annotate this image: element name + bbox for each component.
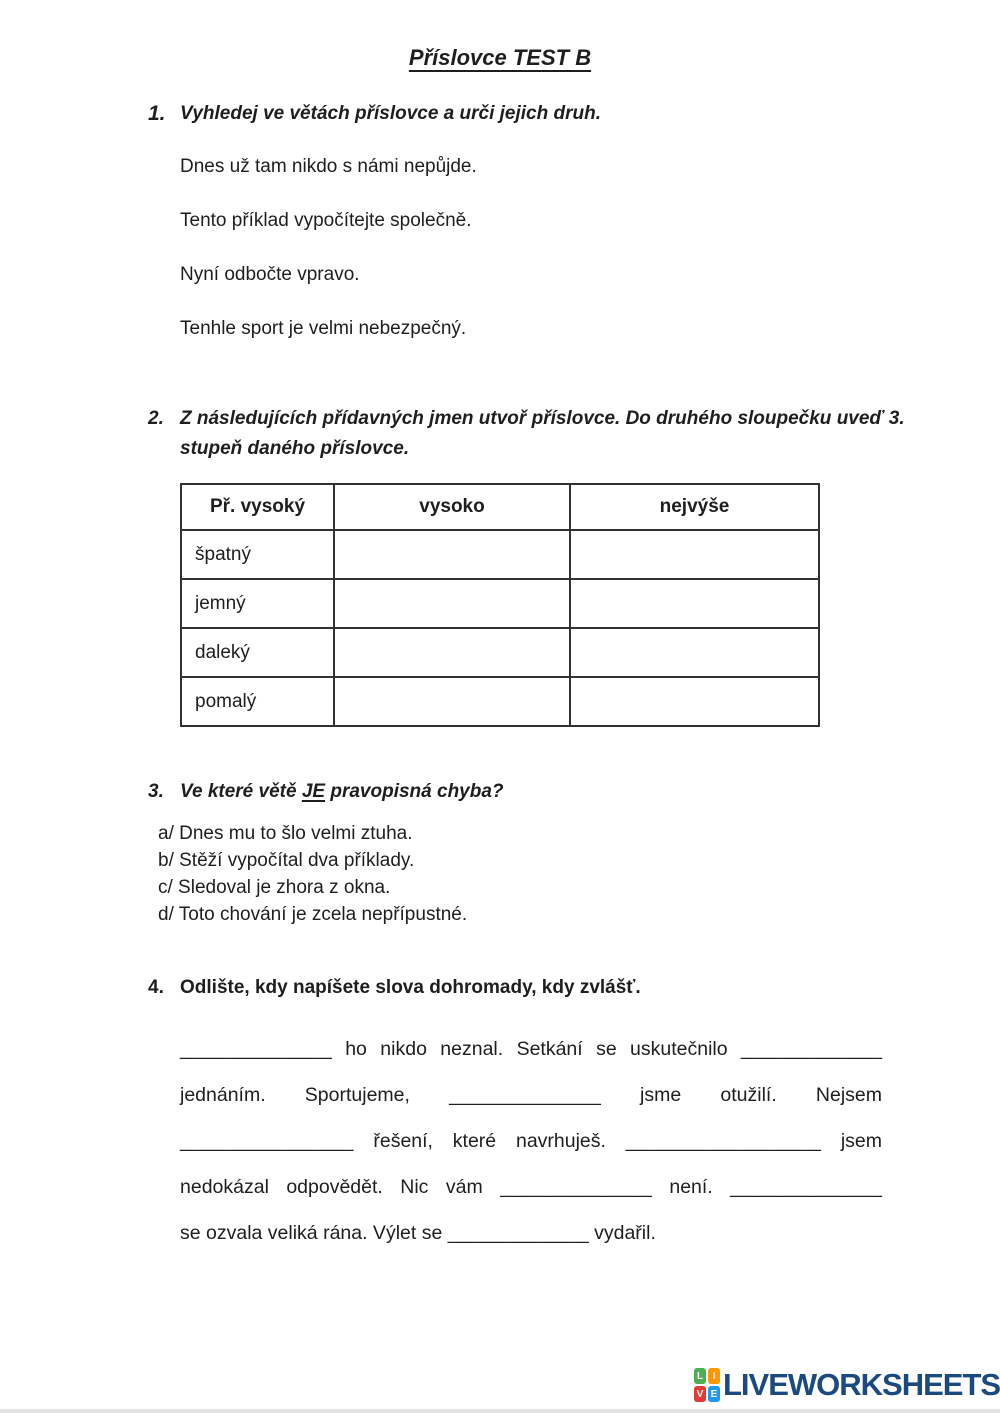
q3-option-d: d/ Toto chování je zcela nepřípustné. (158, 904, 468, 925)
q2-answer-cell-third-degree[interactable] (570, 677, 819, 726)
q2-row-label: pomalý (181, 677, 334, 726)
q3-option-c: c/ Sledoval je zhora z okna. (158, 877, 391, 898)
q2-answer-cell-adverb[interactable] (334, 579, 570, 628)
question-4-heading (148, 973, 641, 1003)
question-2-heading (148, 404, 905, 464)
table-row (181, 530, 819, 579)
question-4-number: 4. (148, 977, 164, 998)
page-bottom-edge (0, 1409, 1000, 1413)
question-1-sentences (180, 155, 477, 371)
question-3-options (158, 820, 467, 928)
q2-answer-cell-adverb[interactable] (334, 628, 570, 677)
table-row (181, 628, 819, 677)
q1-sentence: Tento příklad vypočítejte společně. (180, 210, 472, 231)
liveworksheets-logo-icon (694, 1368, 720, 1402)
question-2-number: 2. (148, 408, 164, 429)
q2-row-label: jemný (181, 579, 334, 628)
question-4-fill-paragraph (180, 1026, 882, 1256)
q2-answer-cell-third-degree[interactable] (570, 579, 819, 628)
q4-fill-line: ________________ řešení, které navrhuješ. __________________ jsem (180, 1130, 882, 1152)
q2-table-header: nejvýše (570, 484, 819, 530)
q2-prompt-line: Z následujících přídavných jmen utvoř příslovce. Do druhého sloupečku uveď 3. (180, 408, 905, 429)
q2-table-header: Př. vysoký (181, 484, 334, 530)
q2-row-label: daleký (181, 628, 334, 677)
q4-fill-line: ______________ ho nikdo neznal. Setkání se uskutečnilo _____________ (180, 1038, 882, 1060)
question-4-prompt: Odlište, kdy napíšete slova dohromady, kdy zvlášť. (180, 977, 641, 998)
logo-square-v: V (694, 1386, 706, 1402)
logo-square-i: I (708, 1368, 720, 1384)
logo-square-l: L (694, 1368, 706, 1384)
q4-fill-line: nedokázal odpovědět. Nic vám ______________ není. ______________ (180, 1176, 882, 1198)
q4-fill-line: jednáním. Sportujeme, ______________ jsme otužilí. Nejsem (180, 1084, 882, 1106)
q4-fill-line: se ozvala veliká rána. Výlet se _____________ vydařil. (180, 1222, 656, 1244)
q1-sentence: Tenhle sport je velmi nebezpečný. (180, 318, 467, 339)
q1-sentence: Dnes už tam nikdo s námi nepůjde. (180, 156, 477, 177)
liveworksheets-wordmark: LIVEWORKSHEETS (723, 1367, 1000, 1402)
question-2-prompt (180, 404, 905, 464)
question-1-heading (148, 99, 601, 129)
q3-option-a: a/ Dnes mu to šlo velmi ztuha. (158, 823, 413, 844)
q2-table-header-row (181, 484, 819, 530)
q2-table-header: vysoko (334, 484, 570, 530)
table-row (181, 579, 819, 628)
question-1-number: 1. (148, 102, 166, 125)
q1-sentence: Nyní odbočte vpravo. (180, 264, 360, 285)
q2-answer-cell-third-degree[interactable] (570, 530, 819, 579)
question-3-heading (148, 777, 504, 807)
q2-answer-cell-adverb[interactable] (334, 530, 570, 579)
q3-emphasized-word: JE (301, 781, 326, 802)
q2-table (180, 483, 820, 727)
table-row (181, 677, 819, 726)
question-3-number: 3. (148, 781, 164, 802)
logo-square-e: E (708, 1386, 720, 1402)
q2-answer-cell-third-degree[interactable] (570, 628, 819, 677)
q2-prompt-line: stupeň daného příslovce. (180, 438, 410, 459)
q2-answer-cell-adverb[interactable] (334, 677, 570, 726)
q3-option-b: b/ Stěží vypočítal dva příklady. (158, 850, 415, 871)
page-title: Příslovce TEST B (408, 45, 592, 70)
q2-row-label: špatný (181, 530, 334, 579)
liveworksheets-logo[interactable] (694, 1368, 1000, 1402)
question-3-prompt: Ve které větě JE pravopisná chyba? (180, 781, 504, 802)
question-1-prompt: Vyhledej ve větách příslovce a urči jejich druh. (180, 103, 601, 124)
